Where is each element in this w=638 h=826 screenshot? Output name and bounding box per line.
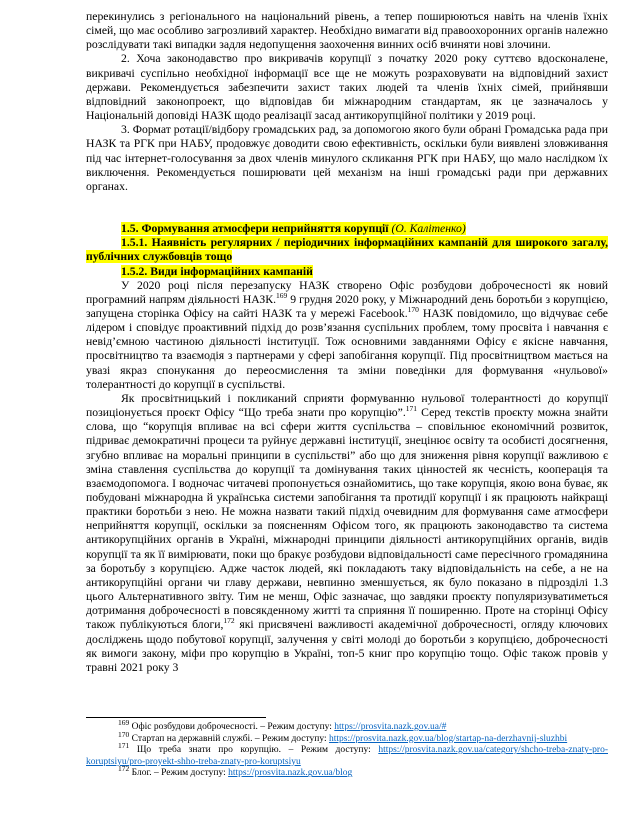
paragraph: У 2020 році після перезапуску НАЗК створено Офіс розбудови доброчесності як новий програмний напрям діяльності НАЗК.$^{169}$ 9 грудня 2020 року, у Міжнародний день боротьби з корупцією, запущена сторінка Офісу на сайті НАЗК та у мережі Facebook.$^{170}$ НАЗК повідомило, що відчуває себе лідером і сповідує проактивний підхід до розв’язання суспільних проблем, тому просвіта і навчання є невід’ємною частиною діяльності інституції. Тож основними завданнями Офісу є якісне навчання, просвітництво та взаємодія з партнерами у сфері запобігання корупції. Під просвітництвом мається на увазі якраз спонукання до переосмислення та зміни поведінки для формування «нульової» толерантності до корупції в суспільстві.	[86, 278, 608, 391]
footnote: $^{172}$ Блог. – Режим доступу: https://prosvita.nazk.gov.ua/blog	[118, 764, 353, 779]
footnote-link[interactable]: https://prosvita.nazk.gov.ua/blog/startap-na-derzhavnij-sluzhbi	[329, 733, 568, 744]
footnotes	[86, 717, 608, 780]
subsection-heading	[86, 236, 608, 264]
footnote-ref[interactable]: 171	[405, 404, 417, 414]
footnote-link[interactable]: https://prosvita.nazk.gov.ua/#	[334, 722, 447, 732]
footnote-link[interactable]: https://prosvita.nazk.gov.ua/category/shcho-treba-znaty-pro-koruptsiyu/pro-proyekt-shho-treba-znaty-pro-koruptsiyu	[86, 745, 608, 767]
footnote-ref[interactable]: 170	[407, 305, 419, 315]
heading-author: (О. Калітенко)	[391, 222, 466, 236]
section-heading	[86, 222, 608, 236]
footnote-ref[interactable]: 172	[223, 616, 235, 626]
section-gap	[86, 194, 608, 222]
footnote: $^{170}$ Стартап на державній службі. – Режим доступу: https://prosvita.nazk.gov.ua/blog/startap-na-derzhavnij-sluzhbi	[118, 729, 568, 744]
footnote-divider	[86, 717, 266, 718]
paragraph: 2. Хоча законодавство про викривачів корупції з початку 2020 року суттєво вдосконалене, викривачі суспільно необхідної інформації все ще не можуть розраховувати на відповідний захист держави. Рекомендується забезпечити захист таких людей та членів їхніх сімей, прийнявши відповідний законопроект, що відповідав би міжнародним стандартам, як це зазначалось у Національній доповіді НАЗК щодо реалізації засад антикорупційної політики у 2019 році.	[86, 52, 608, 123]
subsection-heading	[86, 265, 608, 279]
heading-text: 1.5.2. Види інформаційних кампаній	[121, 264, 313, 278]
paragraph: 3. Формат ротації/відбору громадських рад, за допомогою якого були обрані Громадська рада при НАЗК та РГК при НАБУ, продовжує доводити свою ефективність, оскільки були виявлені зловживання під час інтернет-голосування за двох членів минулого скликання РГК при НАБУ, що мало наслідком їх виключення. Рекомендується поширювати цей механізм на інші громадські ради при державних органах.	[86, 123, 608, 193]
footnote-ref[interactable]: 169	[276, 290, 288, 300]
paragraph: Як просвітницький і покликаний сприяти формуванню нульової толерантності до корупції позиціонується проєкт Офісу “Що треба знати про корупцію”.$^{171}$ Серед текстів проєкту можна знайти слова, що “корупція впливає на всі сфери життя суспільства – сповільнює економічний розвиток, підриває демократичні процеси та руйнує державні інституції, знецінює освіту та особисті досягнення, згубно впливає на моральні принципи в суспільстві” або що для зниження рівня корупції важливою є зміна ставлення суспільства до корупції та домінування таких цінностей як чесність, кооперація та взаємодопомога. І водночас читачеві пропонується ознайомитись, що таке корупція, якою вона буває, як побудовані міжнародна й українська системи запобігання та протидії корупції і як працюють найкращі практики боротьби з нею. Не можна назвати такий підхід очевидним для формування саме атмосфери неприйняття корупції, оскільки за поясненням Офісом того, як працюють законодавство та система антикорупційних органів в Україні, міжнародні принципи діяльності антикорупційних органів, видів корупції та як її вимірювати, поки що бракує розбудови відповідальності саме пересічного громадянина за боротьбу з корупцією. Адже часток людей, які покладають таку відповідальність на себе, а не на антикорупційні органи чи главу держави, невпинно зменшується, як було показано в підрозділі 1.3 цього Альтернативного звіту. Тим не менш, Офіс зазначає, що завдяки проєкту популяризуватиметься дотримання доброчесності в повсякденному житті та сприяння її поширенню. Проте на сторінці Офісу також публікуються блоги,$^{172}$ які присвячені важливості академічної доброчесності, огляду ключових досліджень щодо побутової корупції, залучення у світі молоді до боротьби з корупцією, доброчесності як вимоги закону, міфи про корупцію в Україні, топ-5 книг про корупцію тощо. Офіс також провів у травні 2021 року 3	[86, 391, 608, 674]
footnote-link[interactable]: https://prosvita.nazk.gov.ua/blog	[228, 768, 353, 779]
footnote: $^{169}$ Офіс розбудови доброчесності. – Режим доступу: https://prosvita.nazk.gov.ua/#	[118, 717, 447, 732]
heading-text: 1.5.1. Наявність регулярних / періодичних інформаційних кампаній для широкого загалу, публічних службовців тощо	[86, 236, 608, 264]
paragraph: перекинулись з регіонального на національний рівень, а тепер поширюються навіть на членів їхніх сімей, що має особливо загрозливий характер. Необхідно вимагати від правоохоронних органів належно розслідувати такі випадки задля недопущення заохочення винних осіб вчиняти нові злочини.	[86, 10, 608, 52]
footnote: $^{171}$ Що треба знати про корупцію. – Режим доступу: https://prosvita.nazk.gov.ua/category/shcho-treba-znaty-pro-koruptsiyu/pro-proyekt-shho-treba-znaty-pro-koruptsiyu	[86, 741, 608, 767]
heading-text: 1.5. Формування атмосфери неприйняття корупції (О. Калітенко)	[121, 222, 466, 236]
